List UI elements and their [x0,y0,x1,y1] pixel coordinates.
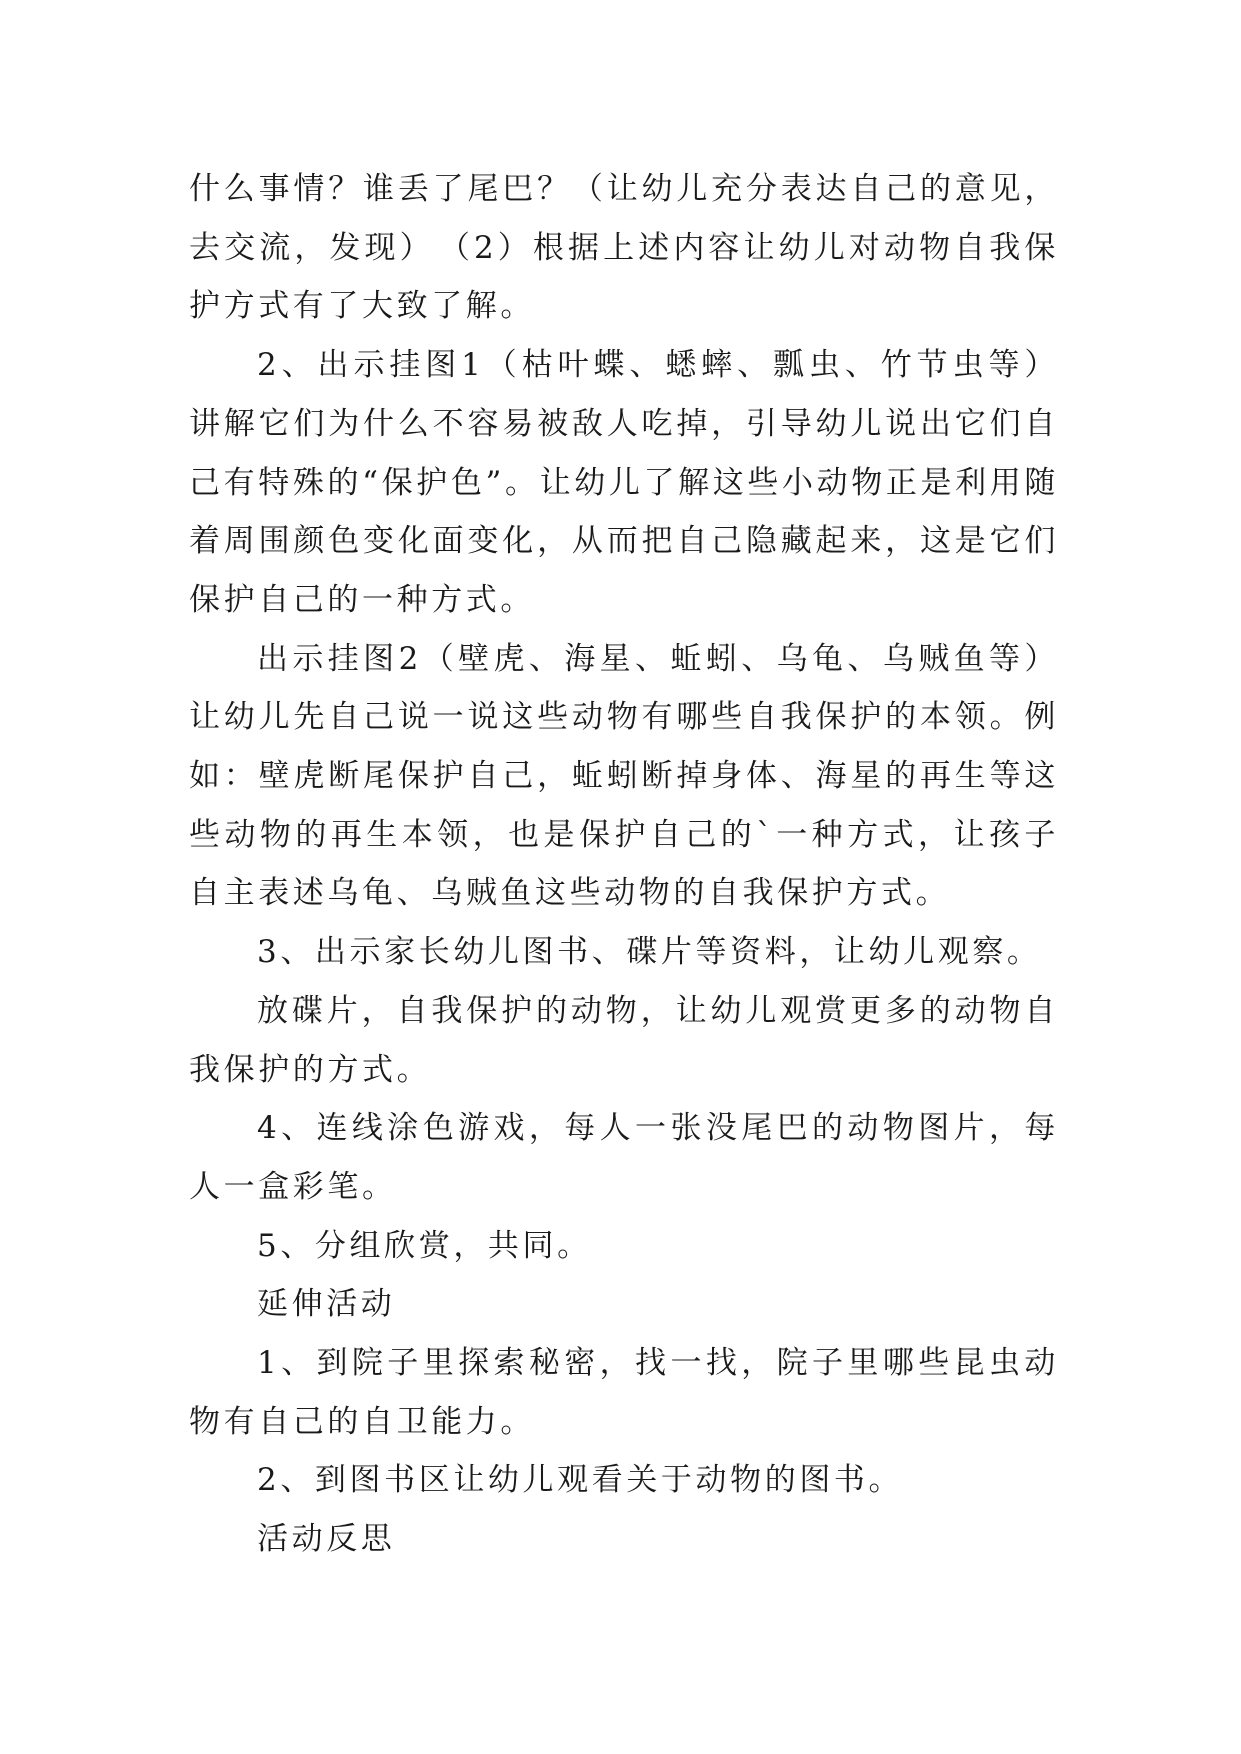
paragraph-step-2-camouflage: 2、出示挂图1（枯叶蝶、蟋蟀、瓢虫、竹节虫等）讲解它们为什么不容易被敌人吃掉，引导幼儿说出它们自己有特殊的“保护色”。让幼儿了解这些小动物正是利用随着周围颜色变化面变化，从而把自己隐藏起来，这是它们保护自己的一种方式。 [189,347,1059,618]
section-heading-extension-activities: 延伸活动 [257,1286,396,1323]
paragraph-wall-chart-2-regeneration: 出示挂图2（壁虎、海星、蚯蚓、乌龟、乌贼鱼等）让幼儿先自己说一说这些动物有哪些自我保护的本领。例如：壁虎断尾保护自己，蚯蚓断掉身体、海星的再生等这些动物的再生本领，也是保护自己的`一种方式，让孩子自主表述乌龟、乌贼鱼这些动物的自我保护方式。 [189,640,1059,912]
paragraph-step-5-group-appreciation: 5、分组欣赏，共同。 [257,1227,592,1264]
document-body [189,160,1059,1569]
paragraph-step-3-materials: 3、出示家长幼儿图书、碟片等资料，让幼儿观察。 [257,934,1042,971]
paragraph-step-4-coloring-game: 4、连线涂色游戏，每人一张没尾巴的动物图片，每人一盒彩笔。 [189,1110,1059,1205]
paragraph-extension-1-yard: 1、到院子里探索秘密，找一找，院子里哪些昆虫动物有自己的自卫能力。 [189,1345,1059,1440]
paragraph-continued-discussion: 什么事情？谁丢了尾巴？（让幼儿充分表达自己的意见，去交流，发现） （2）根据上述内容让幼儿对动物自我保护方式有了大致了解。 [189,171,1059,325]
paragraph-extension-2-library: 2、到图书区让幼儿观看关于动物的图书。 [257,1462,904,1499]
paragraph-play-disc: 放碟片，自我保护的动物，让幼儿观赏更多的动物自我保护的方式。 [189,992,1059,1088]
section-heading-activity-reflection: 活动反思 [257,1521,396,1558]
